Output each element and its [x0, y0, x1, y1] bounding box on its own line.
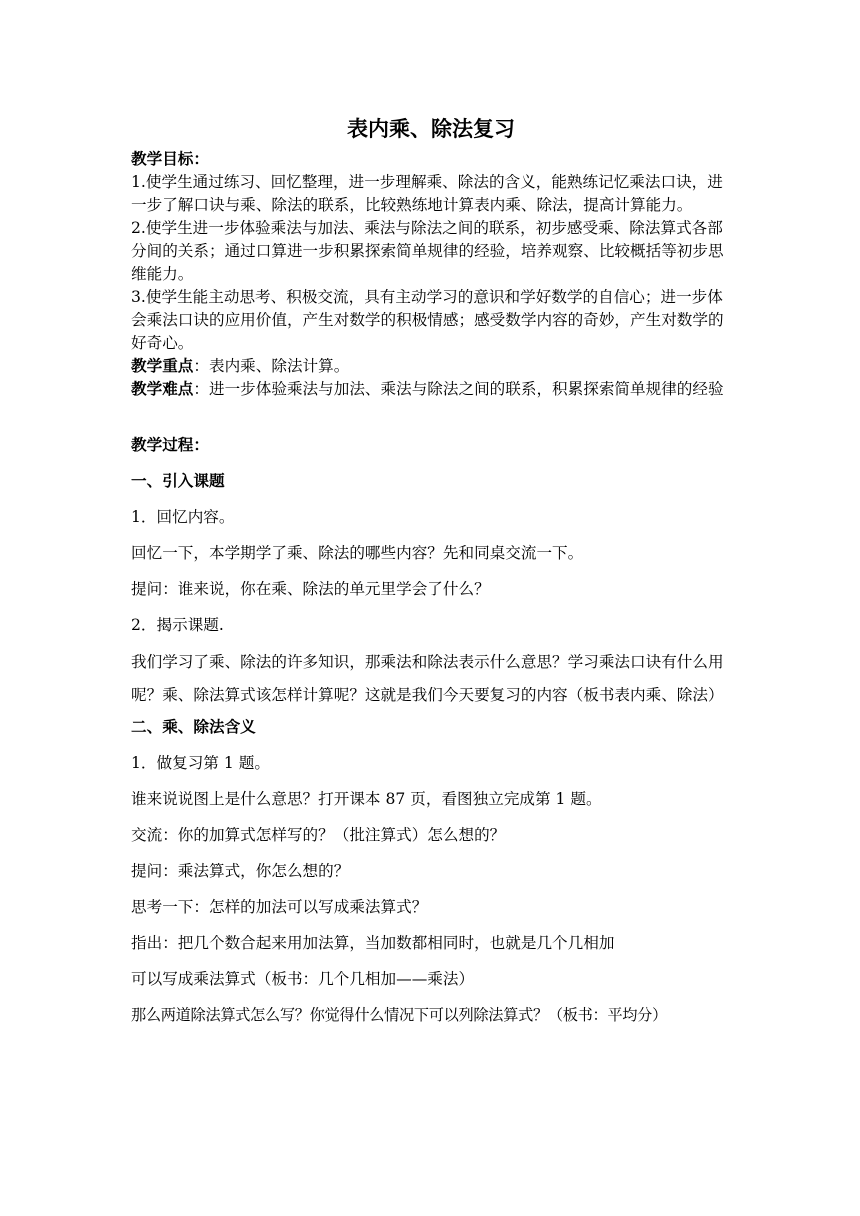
key-point-label: 教学重点 [131, 357, 194, 375]
paragraph: 2．揭示课题. [131, 616, 224, 634]
objectives-heading: 教学目标： [131, 150, 209, 168]
objective-3: 3.使学生能主动思考、积极交流，具有主动学习的意识和学好数学的自信心；进一步体会乘法口诀的应用价值，产生对数学的积极情感；感受数学内容的奇妙，产生对数学的好奇心。 [131, 288, 724, 352]
page-title: 表内乘、除法复习 [347, 117, 515, 141]
paragraph: 回忆一下，本学期学了乘、除法的哪些内容？先和同桌交流一下。 [131, 544, 584, 562]
paragraph: 那么两道除法算式怎么写？你觉得什么情况下可以列除法算式？（板书：平均分） [131, 1006, 667, 1024]
paragraph: 指出：把几个数合起来用加法算，当加数都相同时，也就是几个几相加 [131, 934, 615, 952]
objective-1: 1.使学生通过练习、回忆整理，进一步理解乘、除法的含义，能熟练记忆乘法口诀，进一步了解口诀与乘、除法的联系，比较熟练地计算表内乘、除法，提高计算能力。 [131, 173, 723, 214]
difficulty-point [131, 378, 731, 401]
paragraph: 提问：谁来说，你在乘、除法的单元里学会了什么？ [131, 580, 490, 598]
objective-2: 2.使学生进一步体验乘法与加法、乘法与除法之间的联系，初步感受乘、除法算式各部分间的关系；通过口算进一步积累探索简单规律的经验，培养观察、比较概括等初步思维能力。 [131, 219, 724, 283]
process-heading: 教学过程： [131, 436, 209, 454]
paragraph: 提问：乘法算式，你怎么想的？ [131, 862, 350, 880]
paragraph: 思考一下：怎样的加法可以写成乘法算式？ [131, 898, 428, 916]
spacer [131, 401, 731, 424]
paragraph: 谁来说说图上是什么意思？打开课本 87 页，看图独立完成第 1 题。 [131, 790, 602, 808]
paragraph: 可以写成乘法算式（板书：几个几相加——乘法） [131, 970, 475, 988]
paragraph: 交流：你的加算式怎样写的？（批注算式）怎么想的？ [131, 826, 506, 844]
section-2-heading: 二、乘、除法含义 [131, 718, 256, 736]
key-point [131, 355, 731, 378]
difficulty-label: 教学难点 [131, 380, 194, 398]
paragraph: 我们学习了乘、除法的许多知识，那乘法和除法表示什么意思？学习乘法口诀有什么用呢？乘、除法算式该怎样计算呢？这就是我们今天要复习的内容（板书表内乘、除法） [131, 653, 724, 704]
section-1-heading: 一、引入课题 [131, 472, 225, 490]
document-body [131, 116, 731, 1040]
key-point-text: ：表内乘、除法计算。 [193, 357, 350, 375]
paragraph: 1．做复习第 1 题。 [131, 754, 270, 772]
difficulty-text: ：进一步体验乘法与加法、乘法与除法之间的联系，积累探索简单规律的经验 [193, 380, 724, 398]
paragraph: 1．回忆内容。 [131, 508, 235, 526]
